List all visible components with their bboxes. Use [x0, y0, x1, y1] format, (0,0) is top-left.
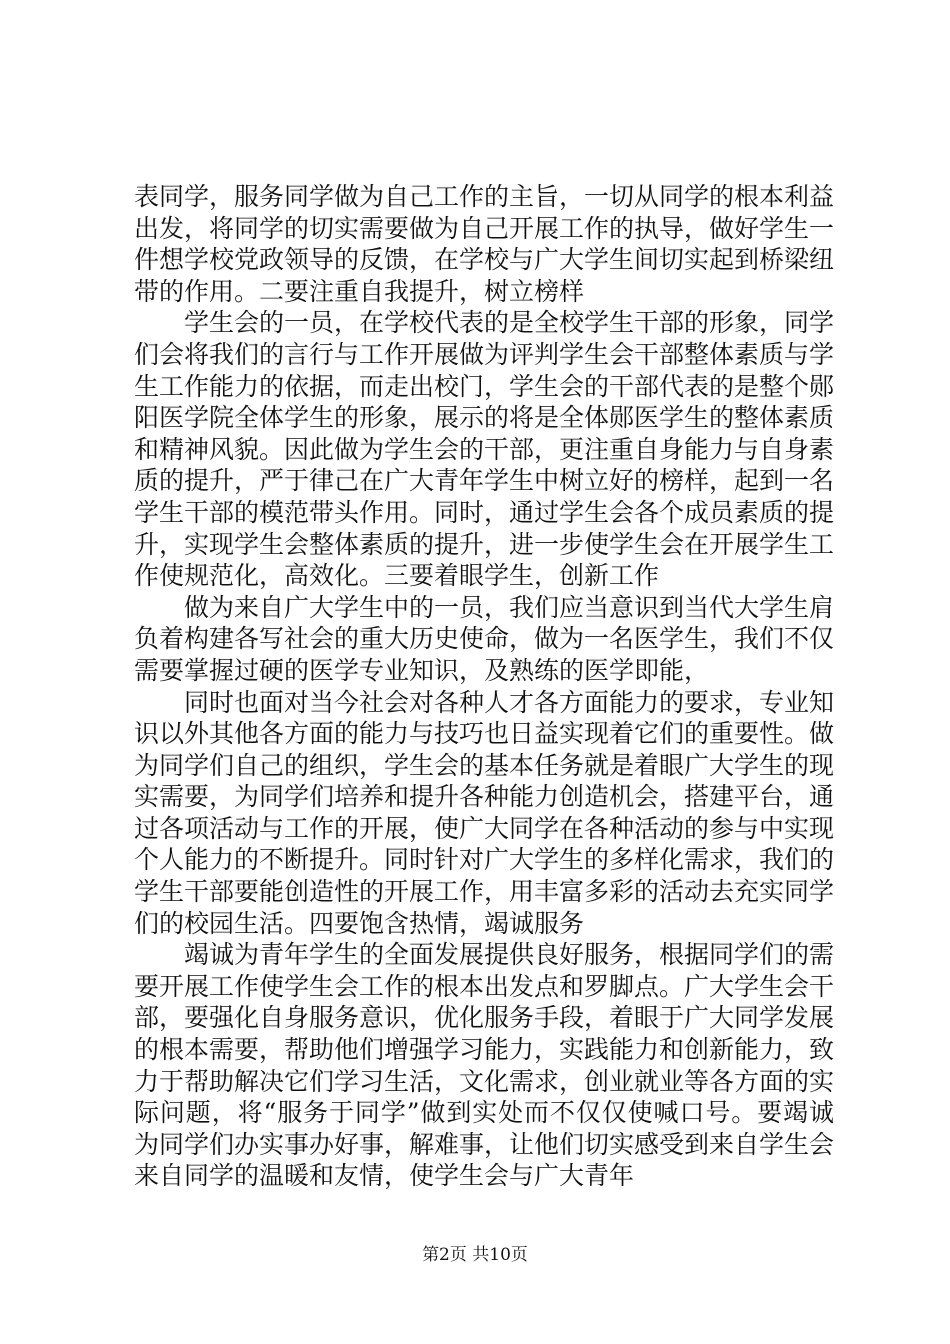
paragraph-4: 同时也面对当今社会对各种人才各方面能力的要求，专业知识以外其他各方面的能力与技巧也日益实现着它们的重要性。做为同学们自己的组织，学生会的基本任务就是着眼广大学生的现实需要，为同学们培养和提升各种能力创造机会，搭建平台，通过各项活动与工作的开展，使广大同学在各种活动的参与中实现个人能力的不断提升。同时针对广大学生的多样化需求，我们的学生干部要能创造性的开展工作，用丰富多彩的活动去充实同学们的校园生活。四要饱含热情，竭诚服务 [134, 687, 835, 938]
paragraph-5: 竭诚为青年学生的全面发展提供良好服务，根据同学们的需要开展工作使学生会工作的根本出发点和罗脚点。广大学生会干部，要强化自身服务意识，优化服务手段，着眼于广大同学发展的根本需要，帮助他们增强学习能力，实践能力和创新能力，致力于帮助解决它们学习生活，文化需求，创业就业等各方面的实际问题，将“服务于同学”做到实处而不仅仅使喊口号。要竭诚为同学们办实事办好事，解难事，让他们切实感受到来自学生会来自同学的温暖和友情，使学生会与广大青年 [134, 940, 835, 1191]
paragraph-3: 做为来自广大学生中的一员，我们应当意识到当代大学生肩负着构建各写社会的重大历史使命，做为一名医学生，我们不仅需要掌握过硬的医学专业知识，及熟练的医学即能， [134, 592, 835, 685]
paragraph-1: 表同学，服务同学做为自己工作的主旨，一切从同学的根本利益出发，将同学的切实需要做为自己开展工作的执导，做好学生一件想学校党政领导的反馈，在学校与广大学生间切实起到桥梁纽带的作用。二要注重自我提升，树立榜样 [134, 182, 835, 306]
paragraph-2: 学生会的一员，在学校代表的是全校学生干部的形象，同学们会将我们的言行与工作开展做为评判学生会干部整体素质与学生工作能力的依据，而走出校门，学生会的干部代表的是整个郧阳医学院全体学生的形象，展示的将是全体郧医学生的整体素质和精神风貌。因此做为学生会的干部，更注重自身能力与自身素质的提升，严于律己在广大青年学生中树立好的榜样，起到一名学生干部的模范带头作用。同时，通过学生会各个成员素质的提升，实现学生会整体素质的提升，进一步使学生会在开展学生工作使规范化，高效化。三要着眼学生，创新工作 [134, 308, 835, 591]
page-number-footer: 第2页 共10页 [422, 1245, 528, 1265]
document-body [134, 181, 834, 1192]
